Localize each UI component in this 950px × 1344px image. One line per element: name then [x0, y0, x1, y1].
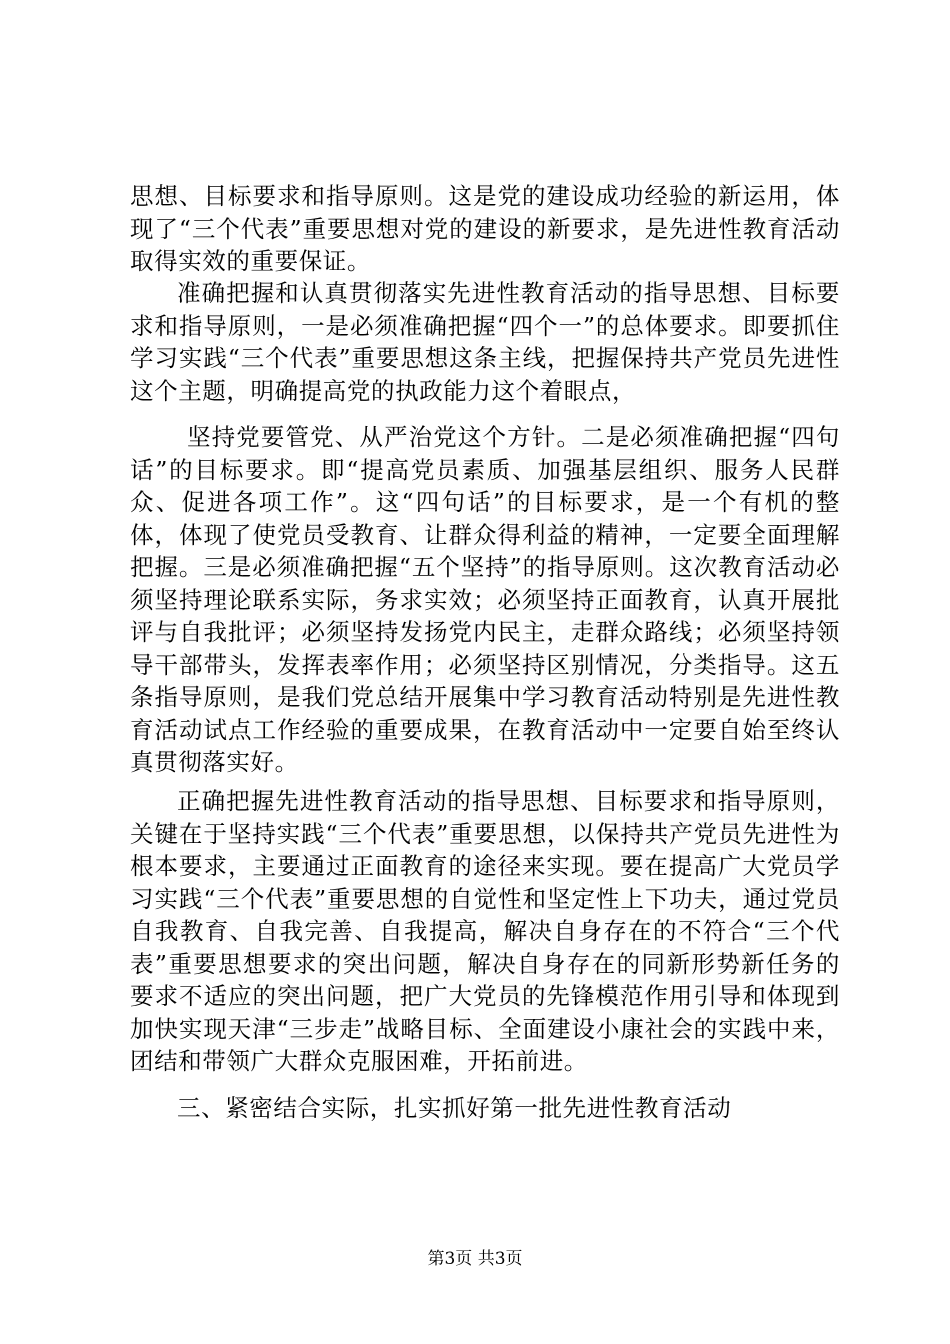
paragraph-continuation: 思想、目标要求和指导原则。这是党的建设成功经验的新运用，体现了“三个代表”重要思想对党的建设的新要求，是先进性教育活动取得实效的重要保证。	[130, 182, 840, 275]
page-footer: 第3页 共3页	[427, 1249, 523, 1269]
section-heading: 三、紧密结合实际，扎实抓好第一批先进性教育活动	[177, 1094, 732, 1122]
paragraph-correct-grasp: 正确把握先进性教育活动的指导思想、目标要求和指导原则，关键在于坚持实践“三个代表”重要思想，以保持共产党员先进性为根本要求，主要通过正面教育的途径来实现。要在提高广大党员学习实践“三个代表”重要思想的自觉性和坚定性上下功夫，通过党员自我教育、自我完善、自我提高，解决自身存在的不符合“三个代表”重要思想要求的突出问题，解决自身存在的同新形势新任务的要求不适应的突出问题，把广大党员的先锋模范作用引导和体现到加快实现天津“三步走”战略目标、全面建设小康社会的实践中来，团结和带领广大群众克服困难，开拓前进。	[130, 787, 840, 1075]
paragraph-guiding-principles: 准确把握和认真贯彻落实先进性教育活动的指导思想、目标要求和指导原则，一是必须准确把握“四个一”的总体要求。即要抓住学习实践“三个代表”重要思想这条主线，把握保持共产党员先进性这个主题，明确提高党的执政能力这个着眼点，	[130, 279, 840, 405]
paragraph-four-sentences: 坚持党要管党、从严治党这个方针。二是必须准确把握“四句话”的目标要求。即“提高党员素质、加强基层组织、服务人民群众、促进各项工作”。这“四句话”的目标要求，是一个有机的整体，体现了使党员受教育、让群众得利益的精神，一定要全面理解把握。三是必须准确把握“五个坚持”的指导原则。这次教育活动必须坚持理论联系实际，务求实效；必须坚持正面教育，认真开展批评与自我批评；必须坚持发扬党内民主，走群众路线；必须坚持领导干部带头，发挥表率作用；必须坚持区别情况，分类指导。这五条指导原则，是我们党总结开展集中学习教育活动特别是先进性教育活动试点工作经验的重要成果，在教育活动中一定要自始至终认真贯彻落实好。	[130, 423, 840, 776]
